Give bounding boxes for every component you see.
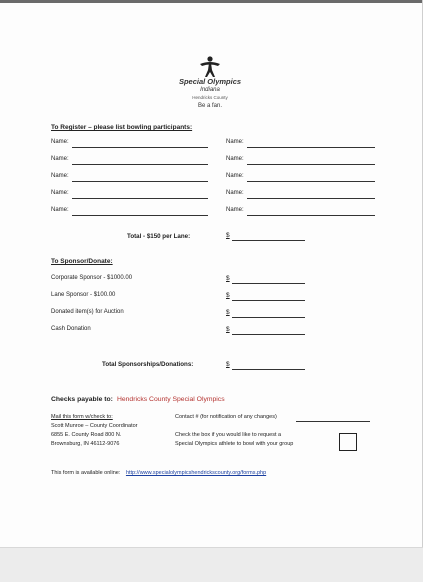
lane-total-dollar: $ (226, 232, 230, 239)
name-label-right-3: Name: (226, 173, 244, 179)
auction-dollar: $ (226, 309, 230, 316)
org-name: Special Olympics (178, 77, 242, 86)
sponsor-heading: To Sponsor/Donate: (51, 258, 113, 265)
name-label-left-2: Name: (51, 156, 69, 162)
sponsor-total-dollar: $ (226, 361, 230, 368)
contact-field[interactable] (296, 421, 370, 422)
lane-total-label: Total - $150 per Lane: (127, 233, 191, 240)
org-county: Hendricks County (192, 95, 228, 100)
name-field-left-5[interactable] (72, 215, 208, 216)
scan-bottom-margin (0, 547, 423, 582)
cash-amount-field[interactable] (232, 334, 305, 335)
athlete-request-text-2: Special Olympics athlete to bowl with your group (175, 441, 294, 447)
sponsor-item-lane: Lane Sponsor - $100.00 (51, 292, 116, 298)
auction-amount-field[interactable] (232, 317, 305, 318)
name-field-right-3[interactable] (247, 181, 375, 182)
name-field-right-2[interactable] (247, 164, 375, 165)
org-state: Indiana (200, 87, 220, 93)
name-label-right-1: Name: (226, 139, 244, 145)
name-field-left-3[interactable] (72, 181, 208, 182)
checks-payable-label: Checks payable to: (51, 396, 113, 403)
cash-dollar: $ (226, 326, 230, 333)
tagline: Be a fan. (197, 103, 223, 109)
sponsor-item-corporate: Corporate Sponsor - $1000.00 (51, 275, 133, 281)
sponsor-total-label: Total Sponsorships/Donations: (102, 361, 194, 368)
name-label-right-2: Name: (226, 156, 244, 162)
name-label-left-4: Name: (51, 190, 69, 196)
address-line-2: 6855 E. County Road 800 N. (51, 432, 122, 438)
mail-heading: Mail this form w/check to: (51, 414, 113, 420)
checks-payee: Hendricks County Special Olympics (116, 396, 225, 403)
name-field-right-5[interactable] (247, 215, 375, 216)
contact-label: Contact # (for notification of any changes) (175, 414, 277, 420)
sponsor-item-auction: Donated item(s) for Auction (51, 309, 124, 315)
name-field-right-4[interactable] (247, 198, 375, 199)
name-field-right-1[interactable] (247, 147, 375, 148)
footer-line (51, 470, 266, 476)
name-field-left-4[interactable] (72, 198, 208, 199)
name-label-left-5: Name: (51, 207, 69, 213)
checks-payable (51, 396, 225, 403)
name-field-left-1[interactable] (72, 147, 208, 148)
scan-top-edge (0, 0, 423, 3)
corporate-dollar: $ (226, 275, 230, 282)
name-label-left-1: Name: (51, 139, 69, 145)
athlete-request-text-1: Check the box if you would like to request a (175, 432, 282, 438)
available-online-label: This form is available online: (51, 470, 121, 476)
sponsor-total-field[interactable] (232, 369, 305, 370)
lane-total-field[interactable] (232, 240, 305, 241)
corporate-amount-field[interactable] (232, 283, 305, 284)
special-olympics-logo-icon (196, 55, 224, 79)
sponsor-item-cash: Cash Donation (51, 326, 91, 332)
name-field-left-2[interactable] (72, 164, 208, 165)
lane-amount-field[interactable] (232, 300, 305, 301)
lane-dollar: $ (226, 292, 230, 299)
address-line-3: Brownsburg, IN 46112-9076 (51, 441, 120, 447)
form-url-link[interactable]: http://www.specialolympicshendrickscounty.org/forms.php (125, 470, 267, 476)
name-label-right-4: Name: (226, 190, 244, 196)
register-heading: To Register – please list bowling participants: (51, 124, 193, 131)
name-label-left-3: Name: (51, 173, 69, 179)
address-line-1: Scott Munroe – County Coordinator (51, 423, 138, 429)
name-label-right-5: Name: (226, 207, 244, 213)
athlete-request-checkbox[interactable] (339, 433, 357, 451)
